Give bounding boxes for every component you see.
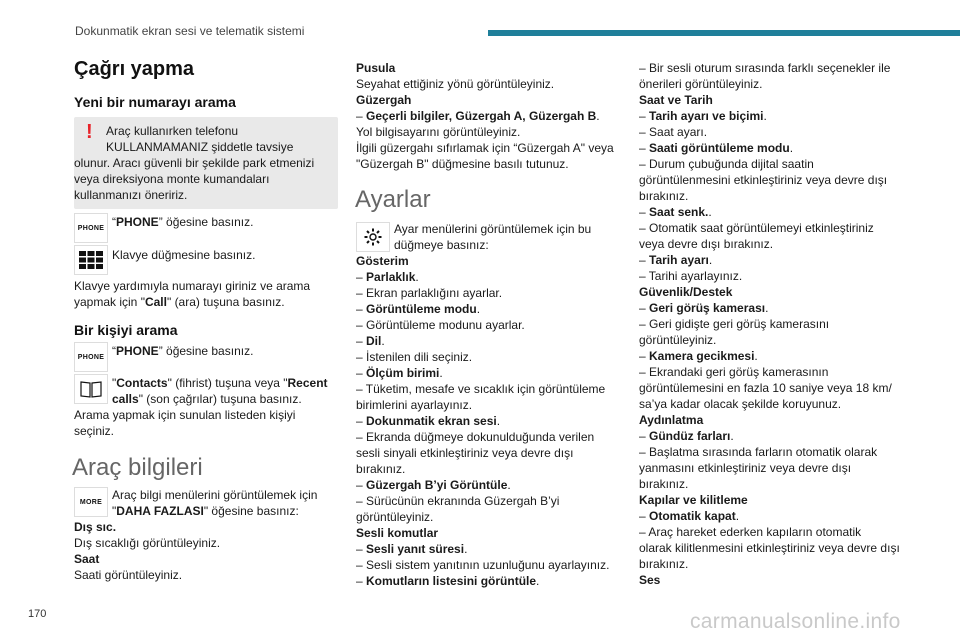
subtitle-kisi-arama: Bir kişiyi arama [74, 322, 178, 338]
saati-goruntuleme-desc-2: görüntülenmesini etkinleştiriniz veya devre dışı [639, 173, 888, 187]
parlaklik-desc: – Ekran parlaklığını ayarlar. [356, 286, 503, 300]
guzergah-b-desc-2: görüntüleyiniz. [356, 510, 434, 524]
kamera-gecikmesi-item: – Kamera gecikmesi. [639, 349, 758, 363]
pusula-text: Seyahat ettiğiniz yönü görüntüleyiniz. [356, 77, 555, 91]
kamera-desc-2: görüntülemesini en fazla 10 saniye veya 18 km/ [639, 381, 892, 395]
col3-line1: – Bir sesli oturum sırasında farklı seçenekler ile [639, 61, 891, 75]
para-call-line1: Klavye yardımıyla numarayı giriniz ve arama [74, 279, 311, 293]
col3-line2: önerileri görüntüleyiniz. [639, 77, 763, 91]
tarih-ayari-desc: – Tarihi ayarlayınız. [639, 269, 743, 283]
dis-sicaklik-title: Dış sıc. [74, 520, 117, 534]
dil-desc: – İstenilen dili seçiniz. [356, 350, 473, 364]
ayarlar-line2: düğmeye basınız: [394, 238, 489, 252]
guvenlik-title: Güvenlik/Destek [639, 285, 733, 299]
goruntuleme-desc: – Görüntüleme modunu ayarlar. [356, 318, 525, 332]
more-icon: MORE [74, 487, 108, 517]
saat-senk-desc-1: – Otomatik saat görüntülemeyi etkinleştiriniz [639, 221, 874, 235]
gunduz-farlari-item: – Gündüz farları. [639, 429, 734, 443]
guzergah-item: – Geçerli bilgiler, Güzergah A, Güzergah B. [356, 109, 600, 123]
goruntuleme-item: – Görüntüleme modu. [356, 302, 481, 316]
saat-senk-desc-2: veya devre dışı bırakınız. [639, 237, 774, 251]
guzergah-title: Güzergah [356, 93, 412, 107]
para-call-line2: yapmak için "Call" (ara) tuşuna basınız. [74, 295, 285, 309]
warning-line-5: kullanmanızı öneririz. [74, 188, 188, 202]
otomatik-kapat-item: – Otomatik kapat. [639, 509, 740, 523]
guzergah-b-desc-1: – Sürücünün ekranında Güzergah B’yi [356, 494, 560, 508]
geri-gorus-desc-1: – Geri gidişte geri görüş kamerasını [639, 317, 830, 331]
section-title-cagri: Çağrı yapma [74, 58, 195, 80]
header-accent-bar [488, 30, 960, 36]
warning-line-1: Araç kullanırken telefonu [106, 124, 239, 138]
section-title-arac-bilgileri: Araç bilgileri [72, 454, 203, 481]
saati-goruntuleme-item: – Saati görüntüleme modu. [639, 141, 794, 155]
step-more-line1: Araç bilgi menülerini görüntülemek için [112, 488, 318, 502]
kapilar-title: Kapılar ve kilitleme [639, 493, 748, 507]
otomatik-desc-1: – Araç hareket ederken kapıların otomatik [639, 525, 862, 539]
dokunmatik-desc-2: sesli sinyali etkinleştiriniz veya devre dışı [356, 446, 574, 460]
gunduz-desc-3: bırakınız. [639, 477, 689, 491]
para-select-line2: seçiniz. [74, 424, 115, 438]
tarih-ayari-item: – Tarih ayarı. [639, 253, 713, 267]
otomatik-desc-2: olarak kilitlenmesini etkinleştiriniz veya devre dışı [639, 541, 900, 555]
step-contacts-line2: calls" (son çağrılar) tuşuna basınız. [112, 392, 302, 406]
parlaklik-item: – Parlaklık. [356, 270, 419, 284]
olcum-item: – Ölçüm birimi. [356, 366, 443, 380]
kamera-desc-3: sa’ya kadar olacak şekilde koruyunuz. [639, 397, 842, 411]
gear-icon [356, 222, 390, 252]
saati-goruntuleme-desc-1: – Durum çubuğunda dijital saatin [639, 157, 814, 171]
sesli-yanit-desc: – Sesli sistem yanıtının uzunluğunu ayarlayınız. [356, 558, 610, 572]
olcum-desc-1: – Tüketim, mesafe ve sıcaklık için görüntüleme [356, 382, 606, 396]
phone-icon: PHONE [74, 213, 108, 243]
contacts-book-icon [74, 374, 108, 404]
tarih-ayari-bicimi-item: – Tarih ayarı ve biçimi. [639, 109, 767, 123]
subtitle-yeni-numara: Yeni bir numarayı arama [74, 94, 236, 110]
olcum-desc-2: birimlerini ayarlayınız. [356, 398, 473, 412]
aydinlatma-title: Aydınlatma [639, 413, 704, 427]
watermark: carmanualsonline.info [690, 610, 901, 633]
sesli-komutlar-title: Sesli komutlar [356, 526, 439, 540]
geri-gorus-item: – Geri görüş kamerası. [639, 301, 769, 315]
geri-gorus-desc-2: görüntüleyiniz. [639, 333, 717, 347]
saat-senk-item: – Saat senk.. [639, 205, 712, 219]
warning-icon: ! [86, 121, 93, 143]
keypad-icon [74, 245, 108, 275]
saat-ayari-desc: – Saat ayarı. [639, 125, 708, 139]
komut-listesi-item: – Komutların listesini görüntüle. [356, 574, 540, 588]
page-number: 170 [28, 608, 47, 620]
guzergah-line3: İlgili güzergahı sıfırlamak için “Güzergah A" veya [356, 141, 614, 155]
phone-icon-2: PHONE [74, 342, 108, 372]
dokunmatik-item: – Dokunmatik ekran sesi. [356, 414, 501, 428]
gunduz-desc-2: yanmasını etkinleştiriniz veya devre dışı [639, 461, 852, 475]
saat-title: Saat [74, 552, 100, 566]
guzergah-line2: Yol bilgisayarını görüntüleyiniz. [356, 125, 521, 139]
step-contacts-line1: "Contacts" (fihrist) tuşuna veya "Recent [112, 376, 328, 390]
warning-box [74, 117, 338, 209]
saat-tarih-title: Saat ve Tarih [639, 93, 713, 107]
kamera-desc-1: – Ekrandaki geri görüş kamerasının [639, 365, 829, 379]
para-select-line1: Arama yapmak için sunulan listeden kişiyi [74, 408, 296, 422]
guzergah-b-item: – Güzergah B’yi Görüntüle. [356, 478, 511, 492]
step-phone-1: “PHONE” öğesine basınız. [112, 215, 254, 229]
dokunmatik-desc-3: bırakınız. [356, 462, 406, 476]
pusula-title: Pusula [356, 61, 396, 75]
otomatik-desc-3: bırakınız. [639, 557, 689, 571]
guzergah-line4: "Güzergah B" düğmesine basılı tutunuz. [356, 157, 569, 171]
section-title-ayarlar: Ayarlar [355, 186, 431, 213]
ses-title: Ses [639, 573, 661, 587]
step-phone-2: “PHONE” öğesine basınız. [112, 344, 254, 358]
step-more-line2: "DAHA FAZLASI" öğesine basınız: [112, 504, 299, 518]
warning-line-4: veya direksiyona monte kumandaları [74, 172, 270, 186]
gosterim-title: Gösterim [356, 254, 409, 268]
dil-item: – Dil. [356, 334, 385, 348]
header-title: Dokunmatik ekran sesi ve telematik sistemi [75, 24, 305, 38]
sesli-yanit-item: – Sesli yanıt süresi. [356, 542, 468, 556]
dokunmatik-desc-1: – Ekranda düğmeye dokunulduğunda verilen [356, 430, 595, 444]
warning-line-2: KULLANMAMANIZ şiddetle tavsiye [106, 140, 294, 154]
saat-text: Saati görüntüleyiniz. [74, 568, 183, 582]
dis-sicaklik-text: Dış sıcaklığı görüntüleyiniz. [74, 536, 221, 550]
gunduz-desc-1: – Başlatma sırasında farların otomatik olarak [639, 445, 878, 459]
warning-line-3: olunur. Aracı güvenli bir şekilde park etmenizi [74, 156, 315, 170]
saati-goruntuleme-desc-3: bırakınız. [639, 189, 689, 203]
step-keypad: Klavye düğmesine basınız. [112, 248, 256, 262]
ayarlar-line1: Ayar menülerini görüntülemek için bu [394, 222, 592, 236]
